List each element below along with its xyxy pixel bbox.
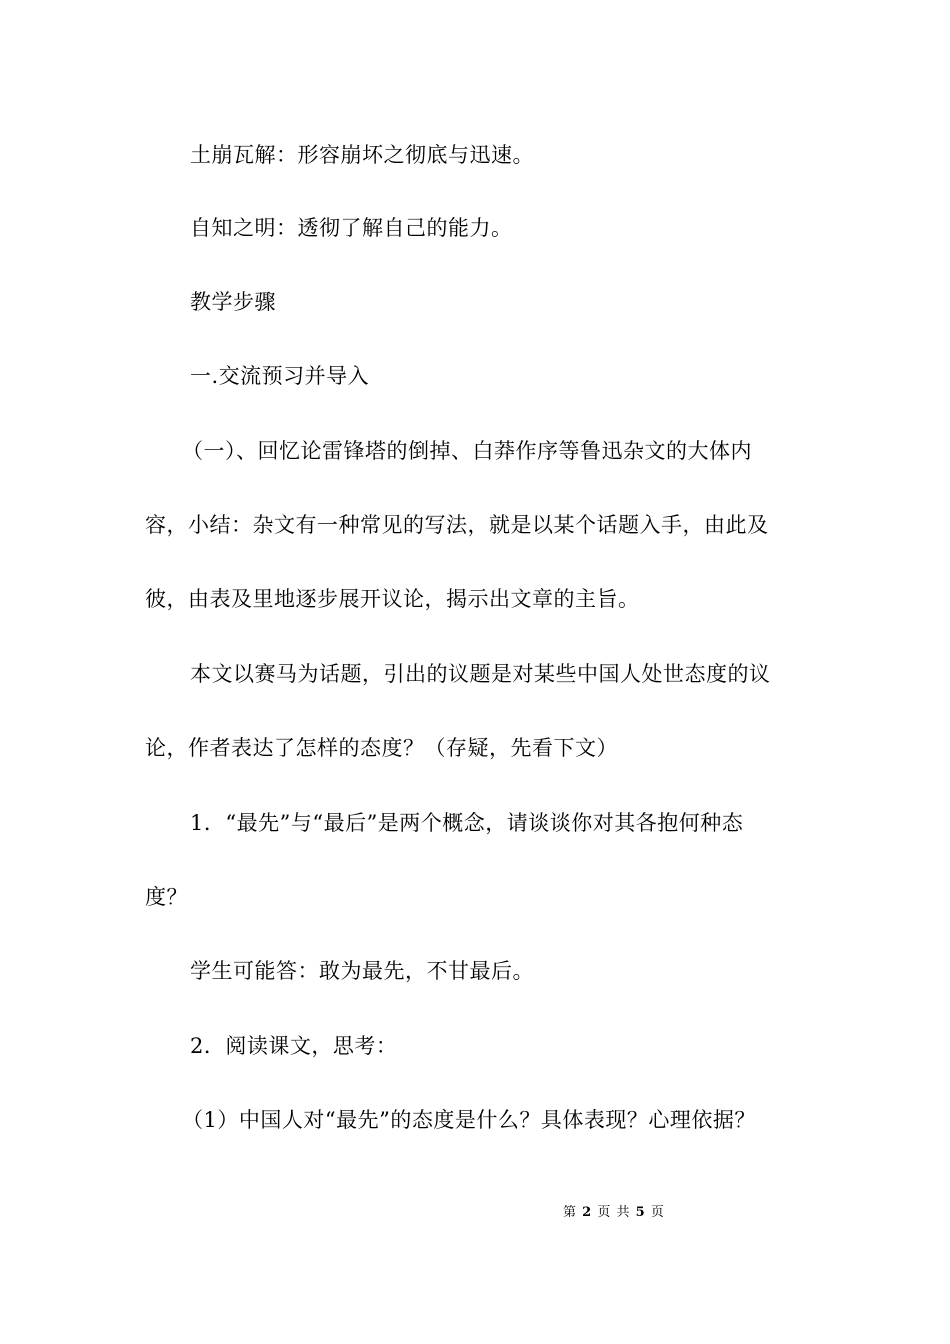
footer-total-pages: 5 bbox=[635, 1205, 646, 1220]
question-1-line-2: 度？ bbox=[145, 885, 188, 909]
paragraph-recall-line-3: 彼，由表及里地逐步展开议论，揭示出文章的主旨。 bbox=[145, 587, 640, 611]
question-2-sub-1: （1）中国人对“最先”的态度是什么？具体表现？心理依据？ bbox=[182, 1108, 756, 1132]
question-1-line-1: 1．“最先”与“最后”是两个概念，请谈谈你对其各抱何种态 bbox=[190, 811, 744, 835]
step-heading-preview-intro: 一.交流预习并导入 bbox=[190, 364, 370, 388]
paragraph-recall-line-2: 容，小结：杂文有一种常见的写法，就是以某个话题入手，由此及 bbox=[145, 513, 769, 537]
section-heading-teaching-steps: 教学步骤 bbox=[190, 290, 276, 314]
footer-page-number: 2 bbox=[582, 1205, 593, 1220]
paragraph-topic-line-1: 本文以赛马为话题，引出的议题是对某些中国人处世态度的议 bbox=[190, 662, 771, 686]
footer-suffix: 页 bbox=[650, 1205, 665, 1220]
footer-middle: 页 共 bbox=[597, 1205, 631, 1220]
definition-zizhi-zhiming: 自知之明：透彻了解自己的能力。 bbox=[190, 216, 513, 240]
definition-tubeng-wajie: 土崩瓦解：形容崩坏之彻底与迅速。 bbox=[190, 143, 534, 167]
student-answer: 学生可能答：敢为最先，不甘最后。 bbox=[190, 959, 534, 983]
paragraph-topic-line-2: 论，作者表达了怎样的态度？（存疑，先看下文） bbox=[145, 736, 618, 760]
footer-prefix: 第 bbox=[563, 1205, 578, 1220]
question-2-heading: 2．阅读课文，思考： bbox=[190, 1034, 398, 1058]
paragraph-recall-line-1: （一）、回忆论雷锋塔的倒掉、白莽作序等鲁迅杂文的大体内 bbox=[182, 439, 752, 463]
